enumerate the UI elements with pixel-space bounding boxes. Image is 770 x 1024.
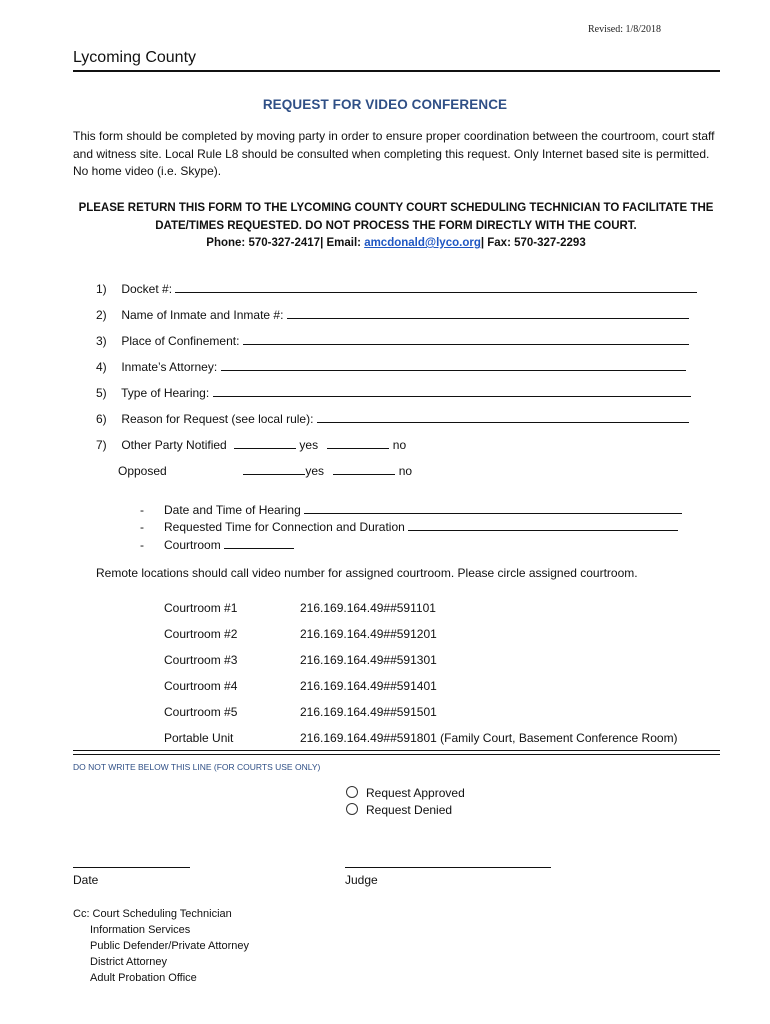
judge-label: Judge: [345, 873, 378, 887]
courtroom-number: 216.169.164.49##591101: [300, 601, 436, 615]
courtroom-field[interactable]: [140, 536, 294, 554]
bullet-dash: -: [140, 503, 144, 517]
item-number: 7): [96, 438, 107, 452]
courtroom-name[interactable]: Courtroom #1: [164, 601, 238, 615]
return-notice: [60, 200, 732, 253]
request-approved-option[interactable]: [346, 786, 465, 800]
hearing-type-label: Type of Hearing:: [121, 386, 210, 400]
inmate-field[interactable]: [96, 306, 689, 324]
opposed-label: Opposed: [118, 464, 167, 478]
inmate-label: Name of Inmate and Inmate #:: [121, 308, 284, 322]
confinement-line[interactable]: [243, 332, 689, 345]
courtroom-number: 216.169.164.49##591301: [300, 653, 437, 667]
connection-time-line[interactable]: [408, 518, 678, 531]
docket-label: Docket #:: [121, 282, 173, 296]
courtroom-number: 216.169.164.49##591801 (Family Court, Basement Conference Room): [300, 731, 678, 745]
attorney-line[interactable]: [221, 358, 686, 371]
opposed-field[interactable]: [118, 462, 412, 480]
hearing-datetime-field[interactable]: [140, 501, 682, 519]
email-link[interactable]: amcdonald@lyco.org: [364, 237, 481, 249]
hearing-type-field[interactable]: [96, 384, 691, 402]
opposed-no-line[interactable]: [333, 462, 395, 475]
notified-yes-line[interactable]: [234, 436, 296, 449]
item-number: 2): [96, 308, 107, 322]
courtroom-name[interactable]: Courtroom #3: [164, 653, 238, 667]
judge-signature-line[interactable]: [345, 867, 551, 868]
office-use-note: DO NOT WRITE BELOW THIS LINE (FOR COURTS USE ONLY): [73, 762, 321, 772]
connection-time-field[interactable]: [140, 518, 678, 536]
date-label: Date: [73, 873, 99, 887]
connection-time-label: Requested Time for Connection and Duration: [164, 520, 405, 534]
courtroom-number: 216.169.164.49##591201: [300, 627, 437, 641]
contact-line: [60, 235, 732, 253]
courtroom-name[interactable]: Courtroom #4: [164, 679, 238, 693]
remote-note: Remote locations should call video number for assigned courtroom. Please circle assigned courtroom.: [96, 566, 638, 580]
docket-field[interactable]: [96, 280, 697, 298]
county-name: Lycoming County: [73, 49, 197, 66]
bullet-dash: -: [140, 538, 144, 552]
item-number: 3): [96, 334, 107, 348]
header-divider: [73, 70, 720, 72]
office-use-divider: [73, 750, 720, 755]
cc-first: Cc: Court Scheduling Technician: [73, 908, 232, 920]
courtroom-number: 216.169.164.49##591401: [300, 679, 437, 693]
yes-label: yes: [305, 464, 325, 478]
denied-label: Request Denied: [366, 803, 453, 817]
no-label: no: [392, 438, 407, 452]
page-title: REQUEST FOR VIDEO CONFERENCE: [262, 97, 508, 112]
hearing-datetime-label: Date and Time of Hearing: [164, 503, 301, 517]
revised-date: Revised: 1/8/2018: [588, 24, 662, 35]
confinement-field[interactable]: [96, 332, 689, 350]
yes-label: yes: [299, 438, 319, 452]
courtroom-label: Courtroom: [164, 538, 221, 552]
other-party-field[interactable]: [96, 436, 406, 454]
no-label: no: [398, 464, 413, 478]
courtroom-number: 216.169.164.49##591501: [300, 705, 437, 719]
cc-item: Information Services: [90, 924, 191, 936]
courtroom-name[interactable]: Courtroom #5: [164, 705, 238, 719]
item-number: 4): [96, 360, 107, 374]
inmate-line[interactable]: [287, 306, 689, 319]
notice-text: PLEASE RETURN THIS FORM TO THE LYCOMING COUNTY COURT SCHEDULING TECHNICIAN TO FACILITATE THE DATE/TIMES REQUESTED. DO NOT PROCESS THE FORM DIRECTLY WITH THE COURT.: [78, 202, 714, 232]
attorney-label: Inmate’s Attorney:: [121, 360, 218, 374]
item-number: 1): [96, 282, 107, 296]
courtroom-line[interactable]: [224, 536, 294, 549]
intro-paragraph: This form should be completed by moving party in order to ensure proper coordination between the courtroom, court staff and witness site. Local Rule L8 should be consulted when completing this request. Only Internet based site is permitted. No home video (i.e. Skype).: [73, 129, 715, 178]
bullet-dash: -: [140, 520, 144, 534]
item-number: 6): [96, 412, 107, 426]
radio-circle-icon[interactable]: [346, 786, 358, 798]
attorney-field[interactable]: [96, 358, 686, 376]
courtroom-name[interactable]: Portable Unit: [164, 731, 234, 745]
fax-text: | Fax: 570-327-2293: [480, 237, 586, 249]
reason-line[interactable]: [317, 410, 689, 423]
other-party-label: Other Party Notified: [121, 438, 227, 452]
reason-label: Reason for Request (see local rule):: [121, 412, 314, 426]
approved-label: Request Approved: [366, 786, 465, 800]
radio-circle-icon[interactable]: [346, 803, 358, 815]
cc-list: [73, 906, 249, 986]
notified-no-line[interactable]: [327, 436, 389, 449]
courtroom-name[interactable]: Courtroom #2: [164, 627, 238, 641]
docket-line[interactable]: [175, 280, 697, 293]
phone-text: Phone: 570-327-2417| Email:: [206, 237, 365, 249]
request-denied-option[interactable]: [346, 803, 452, 817]
hearing-type-line[interactable]: [213, 384, 691, 397]
cc-item: Adult Probation Office: [90, 972, 197, 984]
hearing-datetime-line[interactable]: [304, 501, 682, 514]
cc-item: District Attorney: [90, 956, 168, 968]
date-signature-line[interactable]: [73, 867, 190, 868]
cc-item: Public Defender/Private Attorney: [90, 940, 249, 952]
opposed-yes-line[interactable]: [243, 462, 305, 475]
item-number: 5): [96, 386, 107, 400]
confinement-label: Place of Confinement:: [121, 334, 240, 348]
reason-field[interactable]: [96, 410, 689, 428]
